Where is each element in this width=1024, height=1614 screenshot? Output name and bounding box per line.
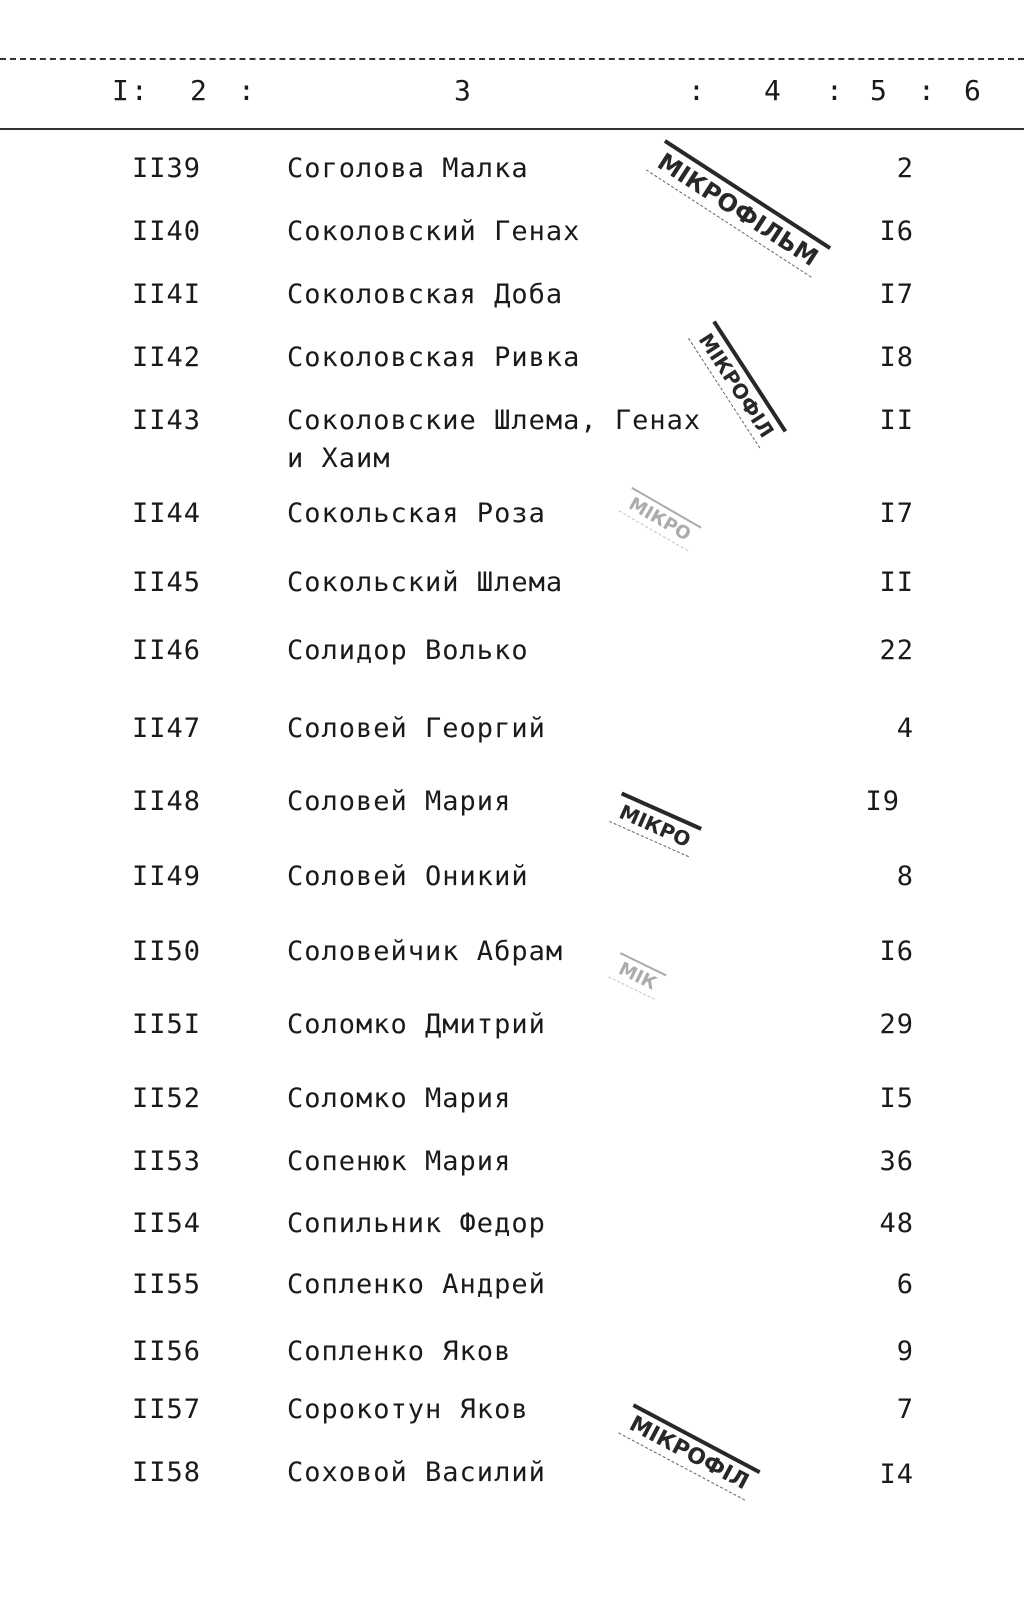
record-value: I6 (879, 216, 914, 247)
record-name: Сокольская Роза (287, 498, 546, 529)
header-rule (0, 128, 1024, 130)
record-number: II39 (132, 153, 202, 184)
record-number: II52 (132, 1083, 202, 1114)
header-col-3: 3 (454, 74, 473, 107)
record-name: Сопенюк Мария (287, 1146, 512, 1177)
record-name: Соколовский Генах (287, 216, 581, 247)
header-col-6: 6 (964, 74, 983, 107)
record-value: I5 (879, 1083, 914, 1114)
record-value: II (879, 405, 914, 436)
record-number: II58 (132, 1457, 202, 1488)
record-value: 36 (879, 1146, 914, 1177)
record-name: Соловей Оникий (287, 861, 529, 892)
microfilm-stamp: МІКРО (609, 792, 702, 858)
record-value: 7 (896, 1394, 914, 1425)
record-number: II57 (132, 1394, 202, 1425)
record-value: I7 (879, 498, 914, 529)
record-number: II42 (132, 342, 202, 373)
record-name: Сопленко Андрей (287, 1269, 546, 1300)
header-separator: : (238, 74, 257, 107)
record-name: Соловей Мария (287, 786, 512, 817)
record-name: Солидор Волько (287, 635, 529, 666)
record-name-continued: и Хаим (287, 443, 391, 474)
header-col-5: 5 (870, 74, 889, 107)
record-name: Соколовская Доба (287, 279, 564, 310)
record-value: 48 (879, 1208, 914, 1239)
record-number: II50 (132, 936, 202, 967)
microfilm-stamp: МІК (608, 952, 666, 1000)
record-name: Сокольский Шлема (287, 567, 564, 598)
record-value: 22 (879, 635, 914, 666)
record-number: II46 (132, 635, 202, 666)
top-rule (0, 58, 1024, 60)
record-name: Соловей Георгий (287, 713, 546, 744)
record-name: Соловейчик Абрам (287, 936, 564, 967)
record-number: II43 (132, 405, 202, 436)
record-value: 8 (896, 861, 914, 892)
header-separator: : (826, 74, 845, 107)
record-number: II53 (132, 1146, 202, 1177)
record-name: Соломко Дмитрий (287, 1009, 546, 1040)
record-value: I9 (865, 786, 900, 817)
microfilm-stamp: МІКРОФІЛ (688, 320, 787, 448)
record-name: Соколовские Шлема, Генах (287, 405, 702, 436)
header-col-2: 2 (190, 74, 209, 107)
record-name: Сорокотун Яков (287, 1394, 529, 1425)
record-number: II56 (132, 1336, 202, 1367)
record-name: Соколовская Ривка (287, 342, 581, 373)
microfilm-stamp: МІКРОФІЛ (618, 1403, 760, 1500)
microfilm-stamp: МІКРО (618, 487, 701, 551)
record-name: Соголова Малка (287, 153, 529, 184)
record-value: I8 (879, 342, 914, 373)
record-value: 4 (896, 713, 914, 744)
record-value: II (879, 567, 914, 598)
record-number: II47 (132, 713, 202, 744)
record-value: 2 (896, 153, 914, 184)
record-number: II49 (132, 861, 202, 892)
record-number: II44 (132, 498, 202, 529)
header-col-1: I: (112, 74, 150, 107)
record-name: Соломко Мария (287, 1083, 512, 1114)
record-value: 9 (896, 1336, 914, 1367)
record-value: I6 (879, 936, 914, 967)
record-number: II54 (132, 1208, 202, 1239)
record-name: Сопильник Федор (287, 1208, 546, 1239)
microfilm-stamp: МІКРОФІЛЬМ (646, 139, 832, 277)
record-name: Сопленко Яков (287, 1336, 512, 1367)
record-name: Соховой Василий (287, 1457, 546, 1488)
record-number: II48 (132, 786, 202, 817)
record-number: II45 (132, 567, 202, 598)
record-value: I7 (879, 279, 914, 310)
header-separator: : (688, 74, 707, 107)
record-number: II55 (132, 1269, 202, 1300)
record-number: II5I (132, 1009, 202, 1040)
header-separator: : (918, 74, 937, 107)
record-value: 6 (896, 1269, 914, 1300)
record-number: II40 (132, 216, 202, 247)
record-number: II4I (132, 279, 202, 310)
header-col-4: 4 (764, 74, 783, 107)
record-value: 29 (879, 1009, 914, 1040)
record-value: I4 (879, 1459, 914, 1490)
